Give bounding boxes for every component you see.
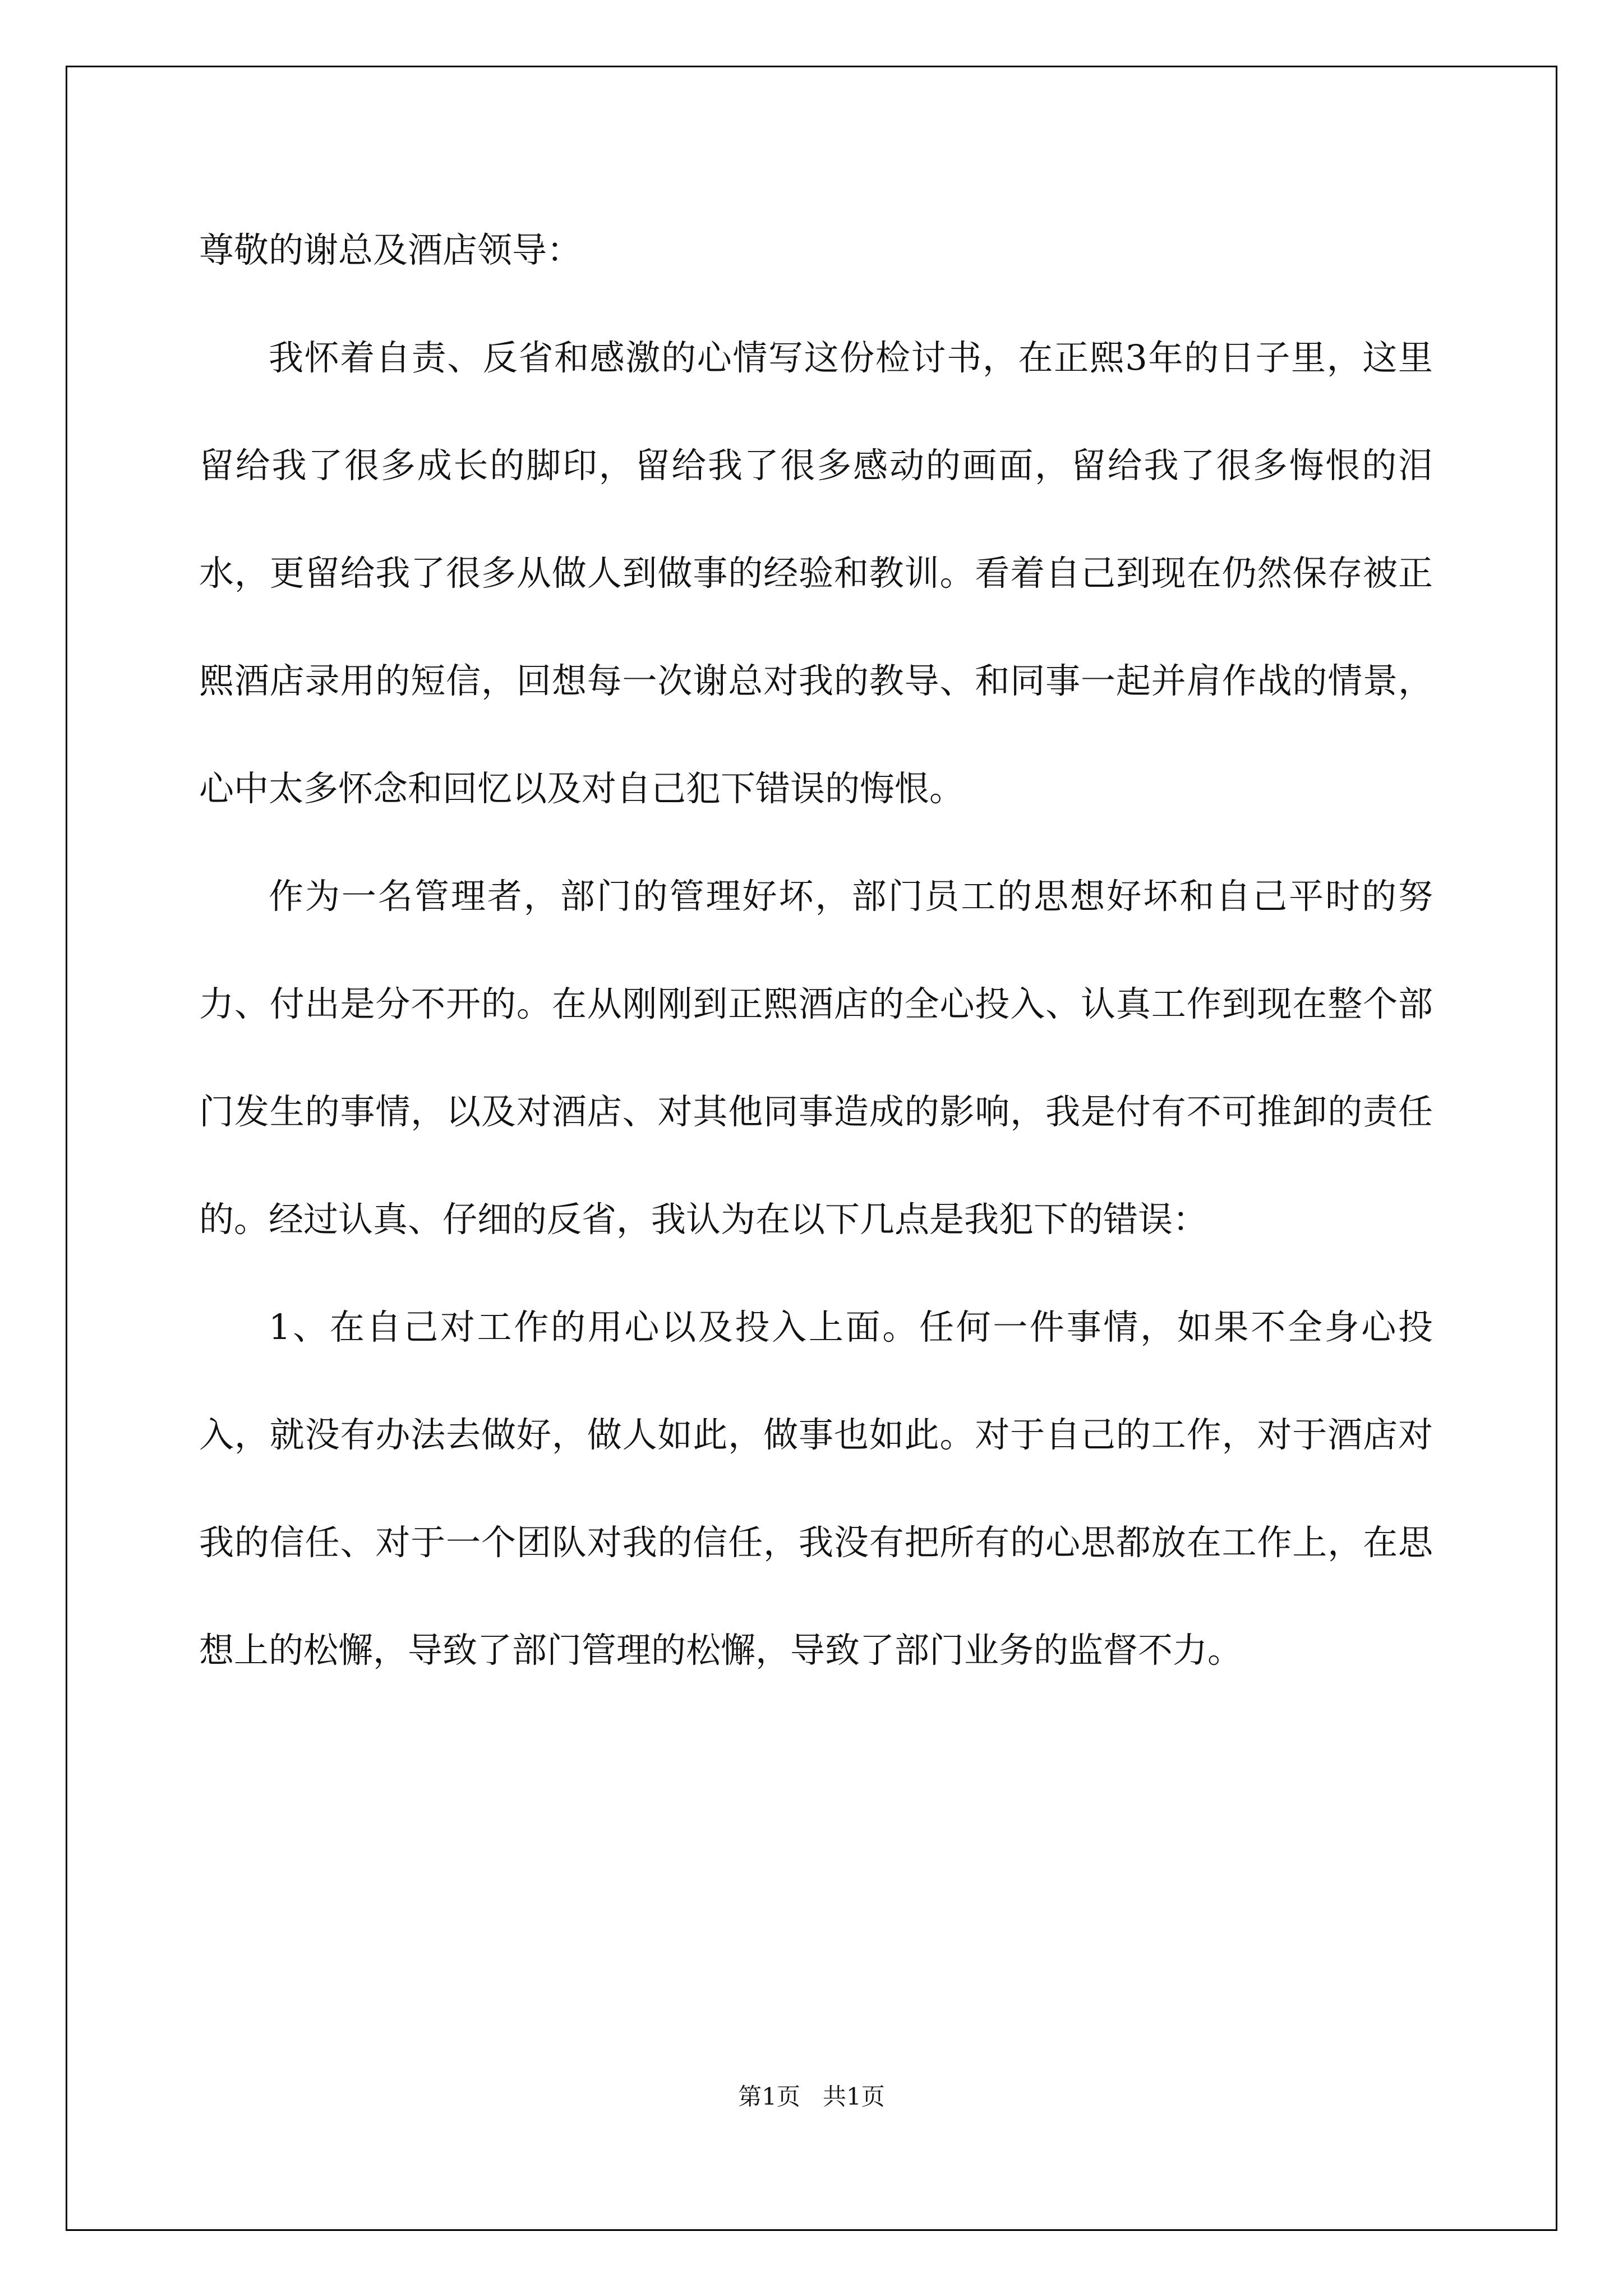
- paragraph-3: 1、在自己对工作的用心以及投入上面。任何一件事情，如果不全身心投入，就没有办法去做好，做人如此，做事也如此。对于自己的工作，对于酒店对我的信任、对于一个团队对我的信任，我没有把所有的心思都放在工作上，在思想上的松懈，导致了部门管理的松懈，导致了部门业务的监督不力。: [199, 1306, 1433, 1671]
- page-footer: 第1页 共1页: [738, 2083, 885, 2110]
- paragraph-2: 作为一名管理者，部门的管理好坏，部门员工的思想好坏和自己平时的努力、付出是分不开的。在从刚刚到正熙酒店的全心投入、认真工作到现在整个部门发生的事情，以及对酒店、对其他同事造成的影响，我是付有不可推卸的责任的。经过认真、仔细的反省，我认为在以下几点是我犯下的错误：: [199, 876, 1433, 1240]
- salutation: 尊敬的谢总及酒店领导：: [199, 229, 582, 270]
- document-body: [199, 196, 1433, 1704]
- paragraph-1: 我怀着自责、反省和感激的心情写这份检讨书，在正熙3年的日子里，这里留给我了很多成长的脚印，留给我了很多感动的画面，留给我了很多悔恨的泪水，更留给我了很多从做人到做事的经验和教训。看着自己到现在仍然保存被正熙酒店录用的短信，回想每一次谢总对我的教导、和同事一起并肩作战的情景，心中太多怀念和回忆以及对自己犯下错误的悔恨。: [199, 337, 1433, 809]
